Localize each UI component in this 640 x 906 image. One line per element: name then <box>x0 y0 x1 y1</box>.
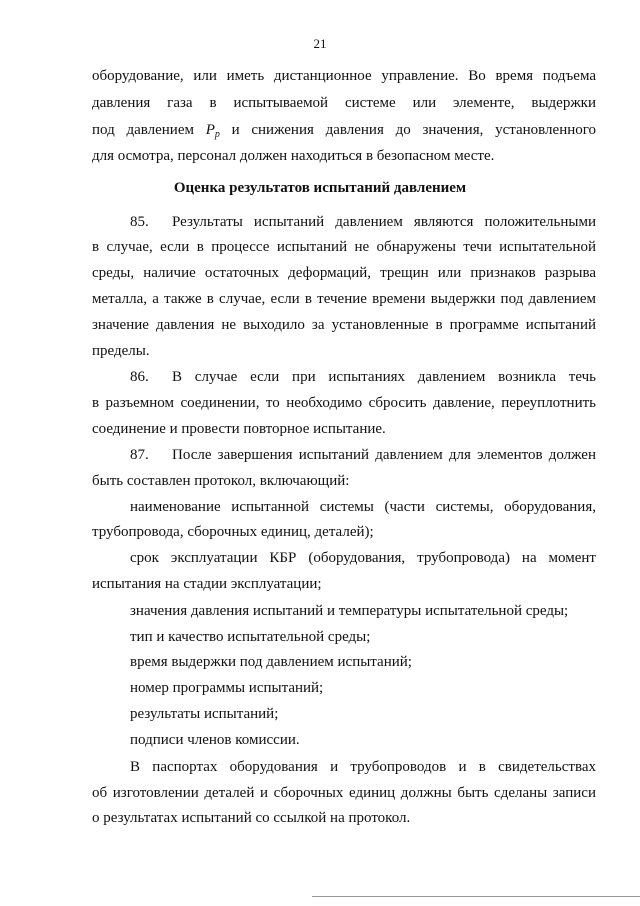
list-item: значения давления испытаний и температуры испытательной среды; <box>130 603 569 619</box>
list-item: тип и качество испытательной среды; <box>130 629 371 645</box>
list-item: наименование испытанной системы (части системы, оборудования, <box>130 499 596 515</box>
section-heading: Оценка результатов испытаний давлением <box>173 180 467 196</box>
text-line: об изготовлении деталей и сборочных единиц должны быть сделаны записи <box>92 785 596 801</box>
paragraph-87-first-line: 87. После завершения испытаний давлением для элементов должен <box>130 447 596 463</box>
text-line: оборудование, или иметь дистанционное управление. Во время подъема <box>92 68 596 84</box>
text-line: значение давления не выходило за установленные в программе испытаний <box>92 317 596 333</box>
paragraph-85-first-line: 85. Результаты испытаний давлением являются положительными <box>130 214 596 230</box>
list-item: подписи членов комиссии. <box>130 732 300 748</box>
paragraph-number: 86. <box>130 369 149 385</box>
text-line: в случае, если в процессе испытаний не обнаружены течи испытательной <box>92 239 596 255</box>
text-line: для осмотра, персонал должен находиться в безопасном месте. <box>92 148 495 164</box>
page-number: 21 <box>313 36 327 51</box>
text-fragment: под давлением <box>92 122 194 138</box>
text-line: о результатах испытаний со ссылкой на протокол. <box>92 810 411 826</box>
text-line: металла, а также в случае, если в течение времени выдержки под давлением <box>92 291 596 307</box>
list-item-continuation: испытания на стадии эксплуатации; <box>92 576 322 592</box>
text-line: быть составлен протокол, включающий: <box>92 473 350 489</box>
list-item: номер программы испытаний; <box>130 680 324 696</box>
list-item: срок эксплуатации КБР (оборудования, трубопровода) на момент <box>130 550 596 566</box>
text-line: соединение и провести повторное испытание. <box>92 421 386 437</box>
paragraph-number: 87. <box>130 447 149 463</box>
paragraph-number: 85. <box>130 214 149 230</box>
text-line-with-formula <box>92 120 596 145</box>
text-line: пределы. <box>92 343 150 359</box>
text-line: в разъемном соединении, то необходимо сбросить давление, переуплотнить <box>92 395 596 411</box>
text-fragment: и снижения давления до значения, установленного <box>231 122 597 138</box>
list-item: время выдержки под давлением испытаний; <box>130 654 412 670</box>
list-item-continuation: трубопровода, сборочных единиц, деталей); <box>92 524 374 540</box>
paragraph-86-first-line: 86. В случае если при испытаниях давлением возникла течь <box>130 369 596 385</box>
text-line: В паспортах оборудования и трубопроводов и в свидетельствах <box>130 759 596 775</box>
text-line: давления газа в испытываемой системе или элементе, выдержки <box>92 95 596 111</box>
text-line: среды, наличие остаточных деформаций, трещин или признаков разрыва <box>92 265 596 281</box>
list-item: результаты испытаний; <box>130 706 279 722</box>
pressure-symbol: $P_p$ <box>205 122 220 140</box>
